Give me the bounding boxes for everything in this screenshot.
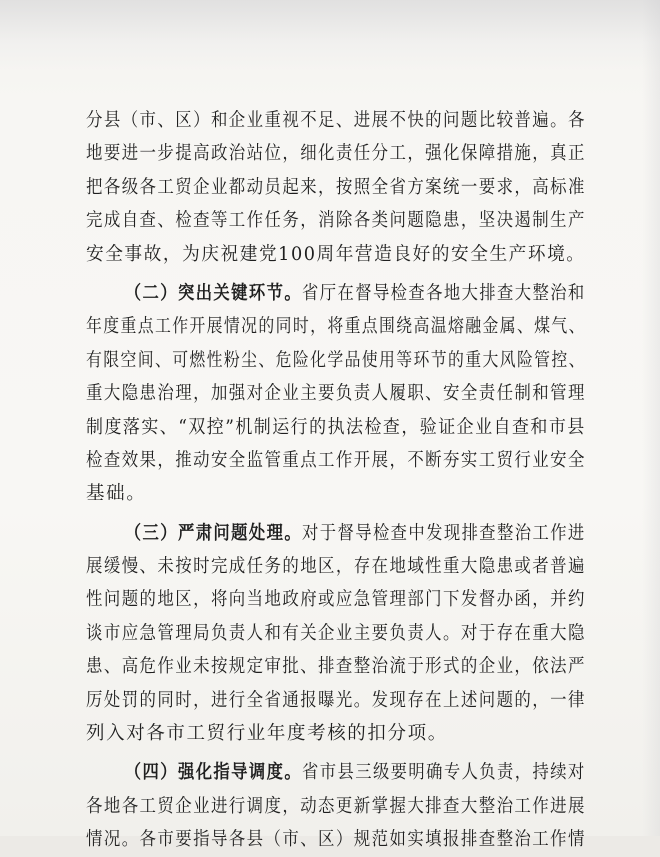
text-line: 重大隐患治理，加强对企业主要负责人履职、安全责任制和管理	[86, 383, 586, 405]
text-line: 完成自查、检查等工作任务，消除各类问题隐患，坚决遏制生产	[86, 210, 586, 232]
text-line: 患、高危作业未按规定审批、排查整治流于形式的企业，依法严	[86, 656, 586, 678]
text-line: 年度重点工作开展情况的同时，将重点围绕高温熔融金属、煤气、	[86, 316, 586, 338]
text-line: 把各级各工贸企业都动员起来，按照全省方案统一要求，高标准	[86, 176, 586, 198]
text-line: 谈市应急管理局负责人和有关企业主要负责人。对于存在重大隐	[86, 622, 586, 644]
section-heading: （二）突出关键环节。	[124, 282, 303, 304]
paragraph-2	[86, 277, 586, 511]
text-line: 安全事故，为庆祝建党100周年营造良好的安全生产环境。	[86, 243, 586, 265]
text-line: 展缓慢、未按时完成任务的地区，存在地域性重大隐患或者普遍	[86, 556, 586, 578]
text-line: 厉处罚的同时，进行全省通报曝光。发现存在上述问题的，一律	[86, 689, 586, 711]
text-line: 基础。	[86, 483, 147, 505]
text-line: 情况。各市要指导各县（市、区）规范如实填报排查整治工作情	[86, 829, 586, 851]
text-line	[86, 277, 586, 310]
section-heading: （四）强化指导调度。	[124, 762, 303, 784]
text-run: 对于督导检查中发现排查整治工作进	[302, 522, 586, 544]
text-line: 各地各工贸企业进行调度，动态更新掌握大排查大整治工作进展	[86, 795, 586, 817]
text-run: 省厅在督导检查各地大排查大整治和	[302, 282, 586, 304]
text-line: 分县（市、区）和企业重视不足、进展不快的问题比较普遍。各	[86, 110, 586, 131]
text-line: 性问题的地区，将向当地政府或应急管理部门下发督办函，并约	[86, 589, 586, 611]
document-body	[86, 104, 586, 857]
text-line: 制度落实、“双控”机制运行的执法检查，验证企业自查和市县	[86, 416, 586, 438]
text-line: 地要进一步提高政治站位，细化责任分工，强化保障措施，真正	[86, 143, 586, 165]
text-line	[86, 517, 586, 550]
text-line: 有限空间、可燃性粉尘、危险化学品使用等环节的重大风险管控、	[86, 349, 586, 371]
text-run: 省市县三级要明确专人负责，持续对	[302, 762, 586, 784]
paragraph-4	[86, 756, 586, 856]
section-heading: （三）严肃问题处理。	[124, 522, 303, 544]
text-line: 列入对各市工贸行业年度考核的扣分项。	[86, 723, 448, 745]
paragraph-3	[86, 517, 586, 751]
paragraph-1	[86, 104, 586, 271]
text-line	[86, 756, 586, 789]
text-line: 检查效果，推动安全监管重点工作开展，不断夯实工贸行业安全	[86, 449, 586, 471]
